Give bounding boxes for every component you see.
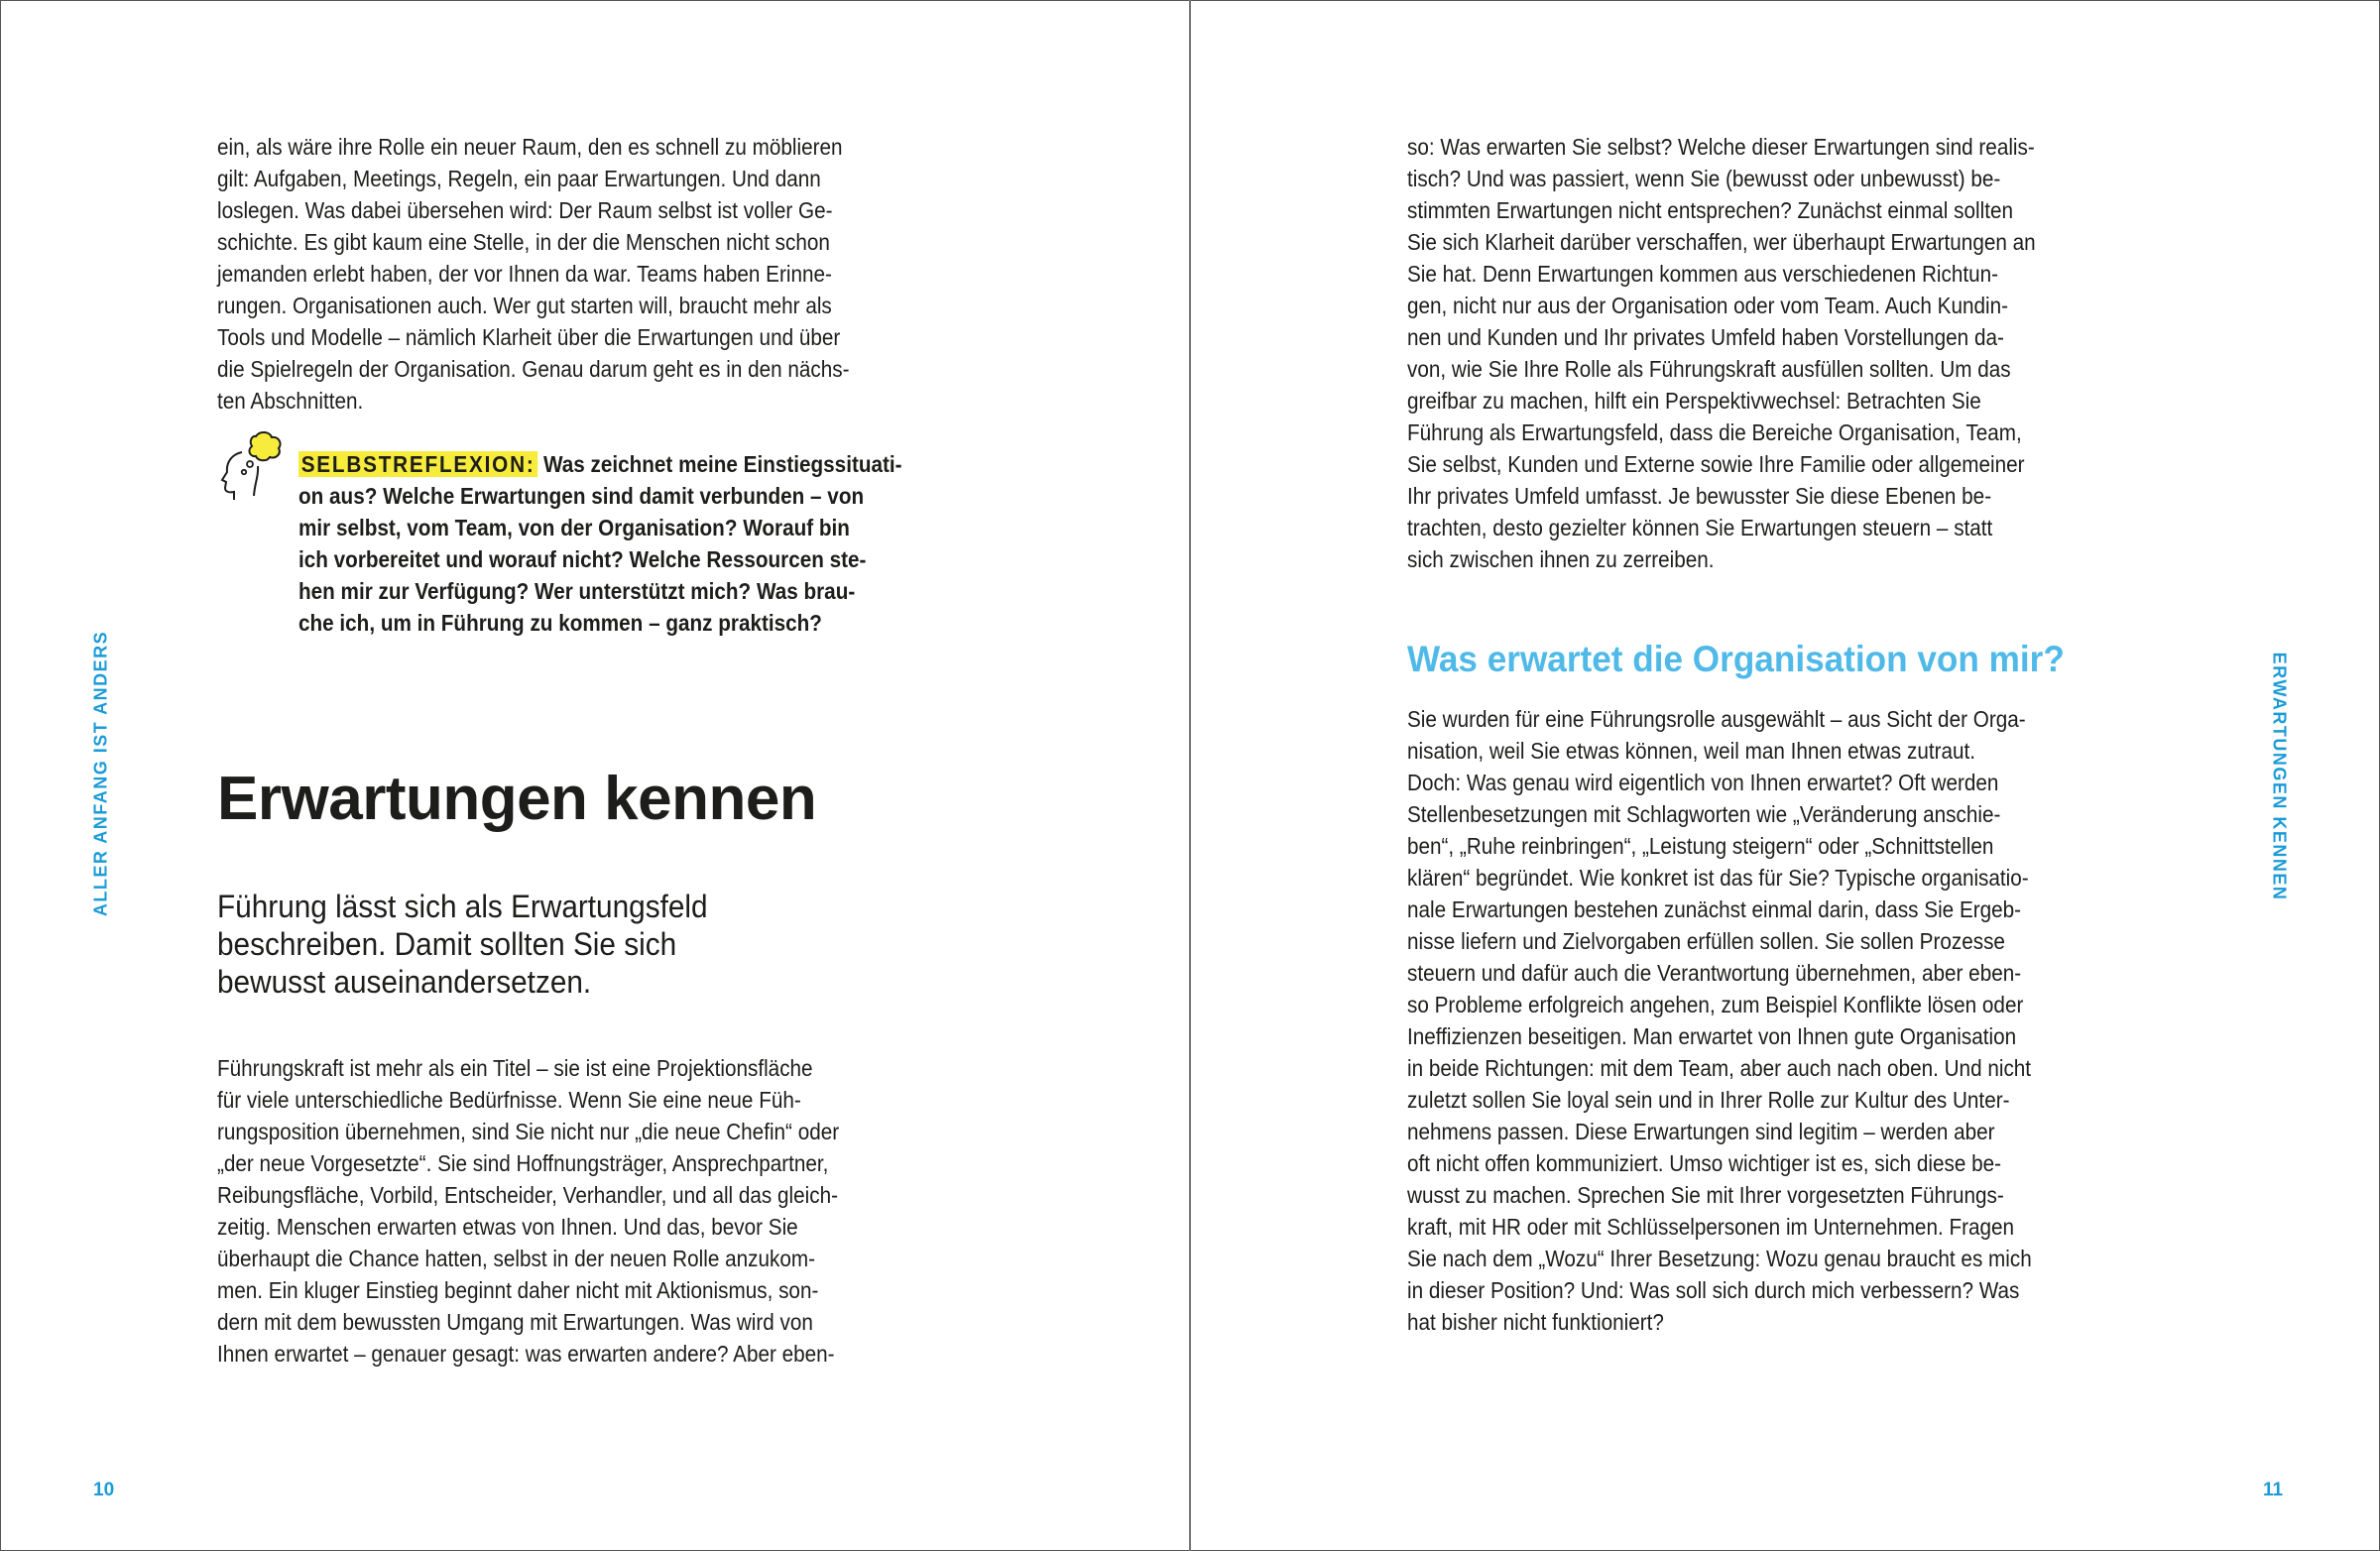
text-line: in beide Richtungen: mit dem Team, aber auch nach oben. Und nicht — [1407, 1055, 2032, 1081]
chapter-heading: Erwartungen kennen — [217, 765, 817, 833]
text-line: tisch? Und was passiert, wenn Sie (bewusst oder unbewusst) be- — [1407, 166, 2001, 191]
text-line: so: Was erwarten Sie selbst? Welche dieser Erwartungen sind realis- — [1407, 134, 2035, 160]
text-line: ein, als wäre ihre Rolle ein neuer Raum, den es schnell zu möblieren — [217, 134, 843, 160]
book-spine-divider — [1189, 0, 1191, 1551]
text-line: gilt: Aufgaben, Meetings, Regeln, ein paar Erwartungen. Und dann — [217, 166, 821, 191]
text-line: oft nicht offen kommuniziert. Umso wichtiger ist es, sich diese be- — [1407, 1150, 2002, 1176]
text-line: schichte. Es gibt kaum eine Stelle, in der die Menschen nicht schon — [217, 229, 830, 255]
text-line: on aus? Welche Erwartungen sind damit verbunden – von — [298, 483, 865, 509]
text-line: sich zwischen ihnen zu zerreiben. — [1407, 546, 1715, 572]
text-line: hen mir zur Verfügung? Wer unterstützt mich? Was brau- — [298, 578, 856, 604]
text-line: so Probleme erfolgreich angehen, zum Beispiel Konflikte lösen oder — [1407, 992, 2024, 1017]
text-line: ten Abschnitten. — [217, 388, 364, 414]
text-line: nale Erwartungen bestehen zunächst einmal darin, dass Sie Ergeb- — [1407, 896, 2022, 922]
text-line: Führungskraft ist mehr als ein Titel – sie ist eine Projektionsfläche — [217, 1055, 813, 1081]
text-line: rungen. Organisationen auch. Wer gut starten will, braucht mehr als — [217, 293, 832, 318]
text-line: Sie hat. Denn Erwartungen kommen aus verschiedenen Richtun- — [1407, 261, 1999, 287]
text-line: men. Ein kluger Einstieg beginnt daher nicht mit Aktionismus, son- — [217, 1277, 819, 1303]
text-line: „der neue Vorgesetzte“. Sie sind Hoffnungsträger, Ansprechpartner, — [217, 1150, 829, 1176]
text-line: ben“, „Ruhe reinbringen“, „Leistung steigern“ oder „Schnittstellen — [1407, 833, 1994, 859]
text-line: Führung als Erwartungsfeld, dass die Bereiche Organisation, Team, — [1407, 419, 2022, 445]
text-line: rungsposition übernehmen, sind Sie nicht nur „die neue Chefin“ oder — [217, 1119, 840, 1144]
text-line: nehmens passen. Diese Erwartungen sind legitim – werden aber — [1407, 1119, 1995, 1144]
text-line: gen, nicht nur aus der Organisation oder vom Team. Auch Kundin- — [1407, 293, 2009, 318]
text-line: klären“ begründet. Wie konkret ist das für Sie? Typische organisatio- — [1407, 865, 2029, 891]
text-line: che ich, um in Führung zu kommen – ganz praktisch? — [298, 610, 822, 636]
text-line: steuern und dafür auch die Verantwortung übernehmen, aber eben- — [1407, 960, 2022, 986]
text-line: Ineffizienzen beseitigen. Man erwartet von Ihnen gute Organisation — [1407, 1023, 2017, 1049]
text-line: Sie sich Klarheit darüber verschaffen, wer überhaupt Erwartungen an — [1407, 229, 2036, 255]
left-paragraph-1 — [217, 131, 919, 417]
text-line: nisation, weil Sie etwas können, weil man Ihnen etwas zutraut. — [1407, 738, 1976, 764]
text-line: von, wie Sie Ihre Rolle als Führungskraft ausfüllen sollten. Um das — [1407, 356, 2011, 382]
text-line: hat bisher nicht funktioniert? — [1407, 1309, 1664, 1335]
left-running-head: ALLER ANFANG IST ANDERS — [90, 630, 111, 917]
text-line: Führung lässt sich als Erwartungsfeld — [217, 889, 708, 924]
right-paragraph-2 — [1407, 703, 2101, 1338]
right-running-head: ERWARTUNGEN KENNEN — [2269, 652, 2290, 901]
left-paragraph-2 — [217, 1052, 908, 1370]
text-line: nen und Kunden und Ihr privates Umfeld haben Vorstellungen da- — [1407, 324, 2004, 350]
text-line: für viele unterschiedliche Bedürfnisse. Wenn Sie eine neue Füh- — [217, 1087, 801, 1113]
text-line: die Spielregeln der Organisation. Genau darum geht es in den nächs- — [217, 356, 850, 382]
text-line: in dieser Position? Und: Was soll sich durch mich verbessern? Was — [1407, 1277, 2020, 1303]
text-line: zuletzt sollen Sie loyal sein und in Ihrer Rolle zur Kultur des Unter- — [1407, 1087, 2010, 1113]
self-reflection-label: SELBSTREFLEXION: — [298, 451, 537, 477]
text-line: Reibungsfläche, Vorbild, Entscheider, Verhandler, und all das gleich- — [217, 1182, 839, 1208]
text-line: jemanden erlebt haben, der vor Ihnen da war. Teams haben Erinne- — [217, 261, 832, 287]
self-reflection-first-line: SELBSTREFLEXION: Was zeichnet meine Einstiegssituati- — [298, 448, 902, 480]
text-line: Ihnen erwartet – genauer gesagt: was erwarten andere? Aber eben- — [217, 1341, 835, 1367]
text-line: kraft, mit HR oder mit Schlüsselpersonen im Unternehmen. Fragen — [1407, 1214, 2015, 1240]
right-paragraph-1 — [1407, 131, 2105, 575]
text-line: zeitig. Menschen erwarten etwas von Ihnen. Und das, bevor Sie — [217, 1214, 798, 1240]
text-line: beschreiben. Damit sollten Sie sich — [217, 926, 677, 962]
text-line: stimmten Erwartungen nicht entsprechen? Zunächst einmal sollten — [1407, 197, 2013, 223]
right-page-number: 11 — [2263, 1480, 2284, 1500]
self-reflection-box — [298, 448, 969, 639]
text-line: Sie selbst, Kunden und Externe sowie Ihre Familie oder allgemeiner — [1407, 451, 2025, 477]
text-line: trachten, desto gezielter können Sie Erwartungen steuern – statt — [1407, 515, 1993, 540]
text-line: überhaupt die Chance hatten, selbst in der neuen Rolle anzukom- — [217, 1246, 815, 1271]
text-line: Stellenbesetzungen mit Schlagworten wie „Veränderung anschie- — [1407, 801, 2001, 827]
text-line: greifbar zu machen, hilft ein Perspektivwechsel: Betrachten Sie — [1407, 388, 1981, 414]
text-line: dern mit dem bewussten Umgang mit Erwartungen. Was wird von — [217, 1309, 813, 1335]
section-heading: Was erwartet die Organisation von mir? — [1407, 639, 2065, 679]
text-line: Tools und Modelle – nämlich Klarheit über die Erwartungen und über — [217, 324, 841, 350]
thinking-head-icon — [218, 430, 290, 502]
text-line: bewusst auseinandersetzen. — [217, 964, 592, 1000]
text-line: ich vorbereitet und worauf nicht? Welche Ressourcen ste- — [298, 546, 867, 572]
text-line: mir selbst, vom Team, von der Organisation? Worauf bin — [298, 515, 850, 540]
text-line: Ihr privates Umfeld umfasst. Je bewusster Sie diese Ebenen be- — [1407, 483, 1992, 509]
text-line: Sie wurden für eine Führungsrolle ausgewählt – aus Sicht der Orga- — [1407, 706, 2026, 732]
left-page-number: 10 — [93, 1480, 115, 1500]
text-line: loslegen. Was dabei übersehen wird: Der Raum selbst ist voller Ge- — [217, 197, 833, 223]
text-line: nisse liefern und Zielvorgaben erfüllen sollen. Sie sollen Prozesse — [1407, 928, 2005, 954]
text-line: Sie nach dem „Wozu“ Ihrer Besetzung: Wozu genau braucht es mich — [1407, 1246, 2032, 1271]
text-line: wusst zu machen. Sprechen Sie mit Ihrer vorgesetzten Führungs- — [1407, 1182, 2004, 1208]
text-line: Doch: Was genau wird eigentlich von Ihnen erwartet? Oft werden — [1407, 770, 1999, 795]
chapter-subheading — [217, 888, 745, 1001]
